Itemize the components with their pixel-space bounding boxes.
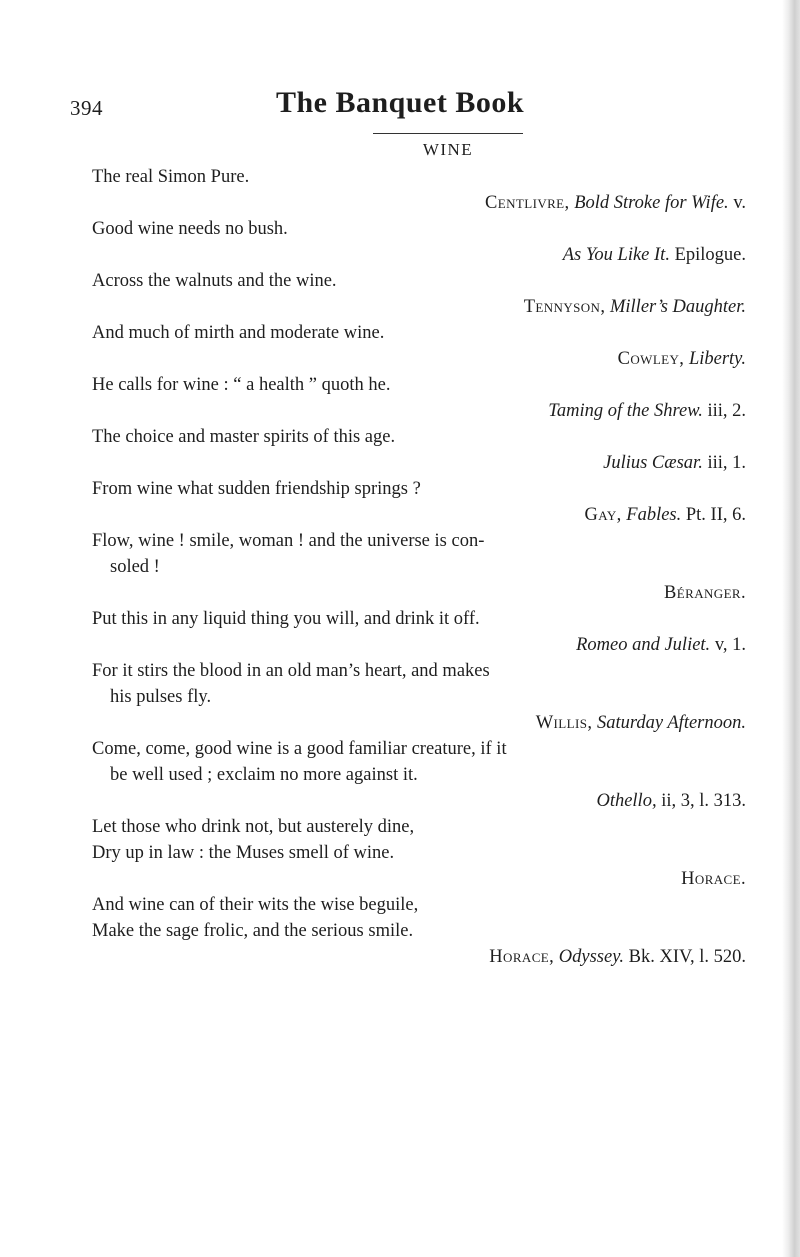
reference: iii, 2. [707,401,746,421]
quote-line: For it stirs the blood in an old man’s heart, and makes [92,661,490,681]
reference: Epilogue. [674,245,746,265]
quote-line: Put this in any liquid thing you will, and drink it off. [92,609,480,629]
quote-line: Make the sage frolic, and the serious smile. [92,921,414,941]
quote [92,320,746,372]
quote [92,424,746,476]
reference: Bk. XIV, l. 520. [628,947,746,967]
attribution [92,190,746,216]
quote-line: Let those who drink not, but austerely dine, [92,817,415,837]
author: Horace. [681,869,746,889]
author: Béranger. [664,583,746,603]
reference: v. [733,193,746,213]
attribution [92,398,746,424]
author: Centlivre, [485,193,570,213]
quote [92,658,746,736]
work-title: Odyssey. [558,947,625,967]
quote-line: Across the walnuts and the wine. [92,271,337,291]
attribution [92,294,746,320]
attribution [92,580,746,606]
quote [92,814,746,892]
quote [92,606,746,658]
attribution [92,502,746,528]
quote-line: soled ! [110,557,160,577]
quote-line: From wine what sudden friendship springs ? [92,479,421,499]
author: Cowley, [617,349,685,369]
attribution [92,788,746,814]
work-title: Taming of the Shrew. [548,401,703,421]
quote [92,528,746,606]
page-edge-shadow [782,0,800,1257]
quote-line: And much of mirth and moderate wine. [92,323,385,343]
quote [92,216,746,268]
quote [92,892,746,970]
work-title: Saturday Afternoon. [596,713,746,733]
quote-line: He calls for wine : “ a health ” quoth he. [92,375,391,395]
quote-line: be well used ; exclaim no more against it. [110,765,418,785]
book-title: The Banquet Book [275,86,525,119]
attribution [92,632,746,658]
attribution [92,242,746,268]
quote [92,268,746,320]
attribution [92,450,746,476]
attribution [92,346,746,372]
quote-line: Flow, wine ! smile, woman ! and the universe is con- [92,531,485,551]
reference: v, 1. [714,635,746,655]
work-title: Bold Stroke for Wife. [574,193,729,213]
reference: Pt. II, 6. [685,505,746,525]
page-number: 394 [70,96,103,120]
work-title: Romeo and Juliet. [576,635,711,655]
quote-line: Come, come, good wine is a good familiar creature, if it [92,739,507,759]
reference: ii, 3, l. 313. [661,791,746,811]
attribution [92,866,746,892]
reference: iii, 1. [707,453,746,473]
work-title: Liberty. [688,349,746,369]
quotations-list [92,164,746,970]
work-title: Fables. [626,505,682,525]
quote-line: Good wine needs no bush. [92,219,288,239]
running-head [0,86,800,132]
quote [92,736,746,814]
work-title: Julius Cæsar. [603,453,703,473]
quote-line: Dry up in law : the Muses smell of wine. [92,843,395,863]
quote-line: The real Simon Pure. [92,167,250,187]
quote [92,372,746,424]
attribution [92,944,746,970]
work-title: As You Like It. [562,245,670,265]
quote-line: And wine can of their wits the wise beguile, [92,895,419,915]
quote [92,164,746,216]
author: Tennyson, [523,297,606,317]
attribution [92,710,746,736]
author: Gay, [584,505,622,525]
quote-line: his pulses fly. [110,687,212,707]
section-title: WINE [373,133,523,160]
quote [92,476,746,528]
work-title: Miller’s Daughter. [609,297,746,317]
quote-line: The choice and master spirits of this age. [92,427,396,447]
author: Willis, [535,713,593,733]
author: Horace, [489,947,555,967]
work-title: Othello, [596,791,657,811]
